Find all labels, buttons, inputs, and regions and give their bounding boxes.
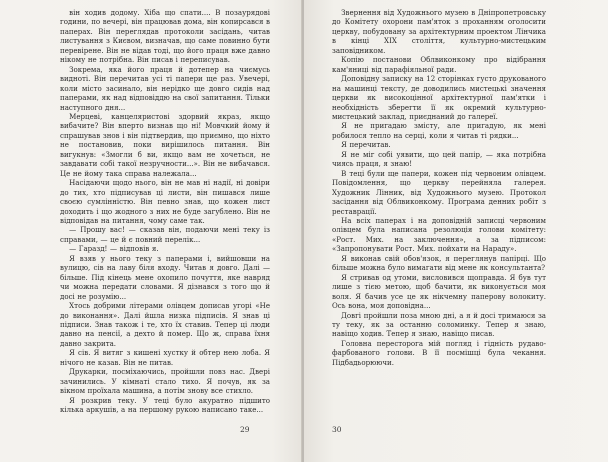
page-number: 30 xyxy=(332,425,342,434)
paragraph: Звернення від Художнього музею в Дніпропетровську до Комітету охорони пам'яток з проханням оголосити церкву, побудовану за архітектурним проектом Лінчика в кінці XIX століття, культурно-мистецьким заповідником. xyxy=(332,8,546,55)
paragraph: Мерцеві, канцеляристові здорвий якраз, якщо вибачите? Він вперто визнав що ні! Мовчкий йому й спрашував знов і він підтвердив, що приємно, що ніхто не постановив, поки вирішилось питання. Він вигукнув: «Змогли б ви, якщо вам не хочеться, не завдавати собі такої незручности...». Він не вибачався. Це не йому така справа належала... xyxy=(60,111,270,178)
right-page xyxy=(304,0,608,462)
paragraph: Довгі пройшли поза мною дні, а я й досі тримаюся за ту теку, як за останню соломинку. Тепер я знаю, навіщо ходив. Тепер я знаю, навіщо писав. xyxy=(332,310,546,339)
paragraph: Я стривав од утоми, висловився щоправда. Я був тут лише з тією метою, щоб бачити, як виконується моя воля. Я бачив усе це як нікчемну паперову волокиту. Ось вона, моя доповідна... xyxy=(332,272,546,311)
paragraph: Головна пересторога мій погляд і гідність рудаво-фарбованого голови. В її посмішці була чекання. Підбадьорюючи. xyxy=(332,338,546,367)
left-page-text xyxy=(60,8,270,414)
paragraph: він ходив додому. Хіба що спати.... В позаурядові години, по вечері, він працював дома, він копирсався в паперах. Він переглядав протоколи засідань, читав листування з Києвом, визначав, що саме повинно бути перевірене. Він не відав тоді, що його праця вже давно нікому не потрібна. Він писав і переписував. xyxy=(60,8,270,65)
paragraph: Друкарки, посміхаючись, пройшли повз нас. Двері зачинились. У кімнаті стало тихо. Я почув, як за вікном проїхала машина, а потім знову все стихло. xyxy=(60,367,270,396)
paragraph: Насідаючи щодо нього, він не мав ні надії, ні довіри до тих, хто підписував ці листи, він пишався лише своєю сумлінністю. Він певно знав, що кожен лист доходить і що жодного з них не буде загублено. Він не відповідав на питання, чому саме так. xyxy=(60,178,270,225)
paragraph: Я перечитав. xyxy=(341,140,391,150)
paragraph: Копію постанови Облвиконкому про відібрання кам'яниці від парафіяльної ради. xyxy=(332,55,546,74)
paragraph: Хтось добрими літерами олівцем дописав угорі «Не до виконання». Далі йшла низка підписів. Я знав ці підписи. Знав також і те, хто їх ставив. Тепер ці люди давно на пенсії, а дехто й помер. Що ж, справа їхня давно закрита. xyxy=(60,301,270,348)
paragraph: На всіх паперах і на доповідній записці червоним олівцем була написана резолюція голови комітету: «Рост. Мих. на заключення», а за підписом: «Запропонувати Рост. Мих. пойхати на Нараду». xyxy=(332,215,546,254)
paragraph: — Гаразд! — відповів я. xyxy=(69,244,159,254)
paragraph: Зокрема, яка його праця й дотепер на чиємусь видноті. Він перечитав усі ті папери ще раз. Увечері, коли місто засинало, він нерідко ще довго сидів над паперами, як над відповіддю на свої запитання. Тільки наступного дня... xyxy=(60,64,270,112)
paragraph: Я не міг собі уявити, що цей папір, — яка потрібна чиясь праця, я знаю! xyxy=(332,149,546,169)
paragraph: Я розкрив теку. У теці було акуратно підшито кілька аркушів, а на першому рукою написано таке... xyxy=(60,395,270,415)
page-number: 29 xyxy=(240,425,250,434)
paragraph: Я взяв у нього теку з паперами і, вийшовши на вулицю, сів на лаву біля входу. Читав я довго. Далі — більше. Під кінець мене охопило почуття, яке навряд чи можна передати словами. Я дізнався з того що й досі не розумію... xyxy=(60,253,270,301)
right-page-text xyxy=(332,8,546,367)
paragraph: — Прошу вас! — сказав він, подаючи мені теку із справами, — це й є повний перелік... xyxy=(60,225,270,244)
paragraph: Я сів. Я витяг з кишені хустку й обтер нею лоба. Я нічого не казав. Він не питав. xyxy=(60,348,270,367)
paragraph: Я виконав свій обов'язок, я переглянув папірці. Що більше можна було вимагати від мене як консультанта? xyxy=(332,253,546,273)
left-page xyxy=(0,0,302,462)
paragraph: В теці були ще папери, кожен під червоним олівцем. Повідомлення, що церкву перейняла галерея. Художник Лінник, від Художнього музею. Протокол засідання від Облвиконкому. Програма денних робіт з реставрації. xyxy=(332,168,546,216)
paragraph: Доповідну записку на 12 сторінках густо друкованого на машинці тексту, де доводились мистецькі значення церкви як високоцінної архітектурної пам'ятки і необхідність зберегти її як окремий культурно-мистецький заклад, приєднаний до галереї. xyxy=(332,74,546,121)
paragraph: Я не пригадаю змісту, але пригадую, як мені робилося тепло на серці, коли я читав ті рядки... xyxy=(332,121,546,140)
